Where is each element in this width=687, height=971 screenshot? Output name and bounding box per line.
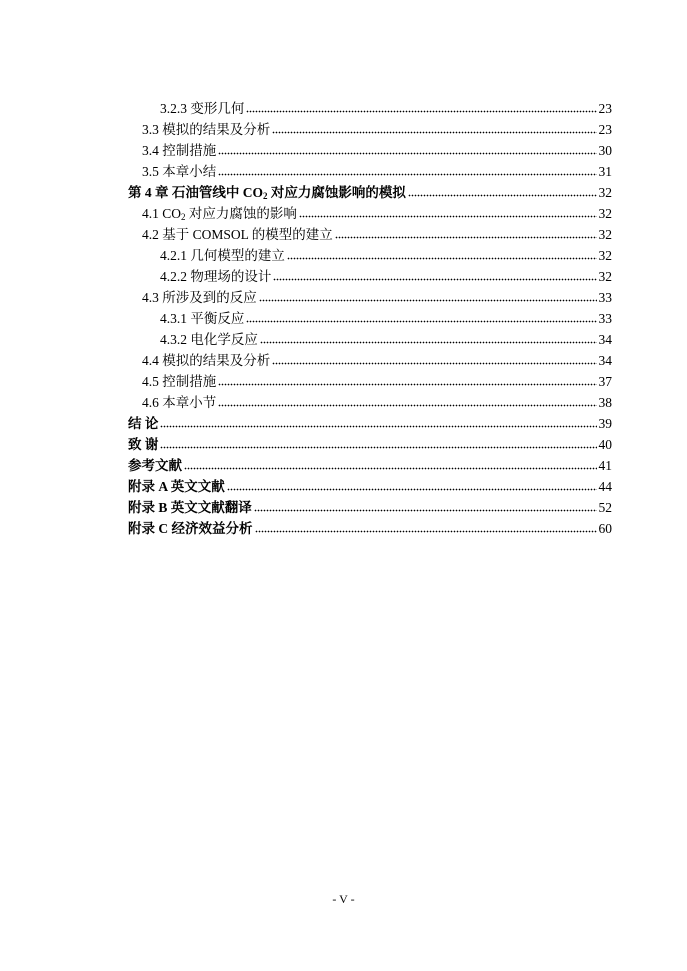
toc-entry[interactable] [128,432,612,453]
dot-leader [255,530,597,533]
toc-entry-title: 参考文献 [128,458,182,473]
toc-entry[interactable] [128,516,612,537]
toc-entry[interactable] [128,285,612,306]
toc-entry-title: 4.2 基于 COMSOL 的模型的建立 [142,227,333,242]
toc-entry-page: 23 [598,122,612,137]
toc-entry[interactable] [128,327,612,348]
toc-entry-title: 结 论 [128,416,159,431]
dot-leader [218,152,596,155]
dot-leader [299,215,597,218]
dot-leader [272,131,596,134]
toc-entry[interactable] [128,264,612,285]
toc-entry-title: 4.6 本章小节 [142,395,217,410]
toc-entry-title: 附录 B 英文文献翻译 [128,500,252,515]
toc-entry-page: 34 [598,332,612,347]
dot-leader [184,467,597,470]
toc-entry-page: 37 [598,374,612,389]
toc-entry[interactable] [128,180,612,201]
dot-leader [218,404,596,407]
toc-entry-title: 3.3 模拟的结果及分析 [142,122,271,137]
toc-entry[interactable] [128,390,612,411]
table-of-contents [128,96,612,537]
toc-entry[interactable] [128,348,612,369]
dot-leader [273,278,596,281]
dot-leader [408,194,597,197]
toc-entry-page: 30 [598,143,612,158]
toc-entry-page: 40 [598,437,612,452]
toc-entry-page: 32 [598,269,612,284]
toc-entry[interactable] [128,369,612,390]
dot-leader [259,299,597,302]
toc-entry[interactable] [128,306,612,327]
toc-entry-title: 4.5 控制措施 [142,374,217,389]
subscript: 2 [181,212,186,222]
toc-entry[interactable] [128,474,612,495]
toc-entry[interactable] [128,138,612,159]
toc-entry-page: 44 [598,479,612,494]
toc-entry-title-part: 第 4 章 石油管线中 CO [128,185,263,200]
page-number: - V - [332,892,355,906]
toc-entry-page: 41 [598,458,612,473]
subscript: 2 [263,191,268,201]
toc-entry-title [142,206,297,222]
toc-entry-title-part: 4.1 CO [142,206,182,221]
toc-entry-title: 3.5 本章小结 [142,164,217,179]
toc-entry[interactable] [128,117,612,138]
toc-entry-page: 32 [598,206,612,221]
toc-entry[interactable] [128,453,612,474]
toc-entry[interactable] [128,411,612,432]
toc-entry-title: 3.4 控制措施 [142,143,217,158]
toc-entry[interactable] [128,243,612,264]
toc-entry-title: 4.2.1 几何模型的建立 [160,248,285,263]
toc-entry[interactable] [128,222,612,243]
dot-leader [335,236,597,239]
toc-entry-title: 3.2.3 变形几何 [160,101,245,116]
toc-entry-title: 附录 C 经济效益分析 [128,521,253,536]
toc-entry-page: 32 [598,227,612,242]
dot-leader [254,509,597,512]
toc-entry-title: 4.3.1 平衡反应 [160,311,245,326]
toc-entry-title: 4.3.2 电化学反应 [160,332,258,347]
dot-leader [246,110,596,113]
toc-entry-title: 附录 A 英文文献 [128,479,225,494]
toc-entry-page: 33 [598,311,612,326]
dot-leader [218,173,596,176]
toc-entry[interactable] [128,495,612,516]
toc-entry-page: 33 [598,290,612,305]
toc-entry-page: 34 [598,353,612,368]
dot-leader [287,257,597,260]
toc-entry-page: 32 [598,185,612,200]
toc-entry-page: 23 [598,101,612,116]
toc-entry-title: 致 谢 [128,437,159,452]
toc-entry-page: 39 [598,416,612,431]
toc-entry-title: 4.3 所涉及到的反应 [142,290,257,305]
toc-entry-title: 4.2.2 物理场的设计 [160,269,272,284]
dot-leader [160,425,596,428]
toc-entry-title-part: 对应力腐蚀影响的模拟 [267,185,406,200]
toc-entry-title-part: 对应力腐蚀的影响 [185,206,297,221]
toc-entry-title: 4.4 模拟的结果及分析 [142,353,271,368]
dot-leader [227,488,597,491]
toc-entry-page: 60 [598,521,612,536]
toc-entry-page: 38 [598,395,612,410]
dot-leader [160,446,596,449]
toc-entry-page: 32 [598,248,612,263]
toc-entry-title [128,185,406,201]
dot-leader [260,341,597,344]
toc-entry-page: 31 [598,164,612,179]
toc-entry-page: 52 [598,500,612,515]
dot-leader [218,383,596,386]
toc-entry[interactable] [128,96,612,117]
dot-leader [246,320,596,323]
dot-leader [272,362,596,365]
toc-entry[interactable] [128,201,612,222]
toc-entry[interactable] [128,159,612,180]
